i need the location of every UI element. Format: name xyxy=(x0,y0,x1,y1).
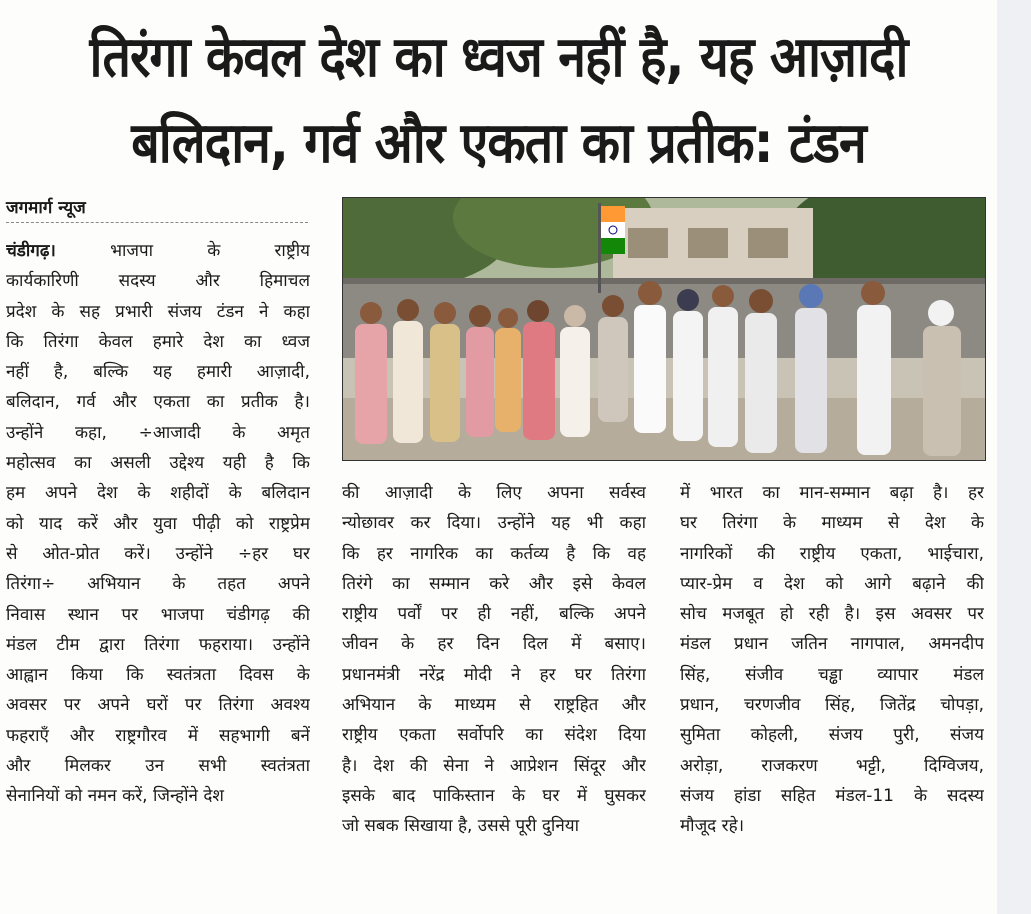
column-1-lines xyxy=(6,266,310,811)
col2-line: तिरंगे का सम्मान करे और इसे केवल xyxy=(342,573,646,594)
side-strip xyxy=(997,0,1031,914)
col3-line: प्यार-प्रेम व देश को आगे बढ़ाने की xyxy=(680,573,984,594)
col1-line: कि तिरंगा केवल हमारे देश का ध्वज xyxy=(6,331,310,352)
col1-line: कार्यकारिणी सदस्य और हिमाचल xyxy=(6,271,310,292)
col1-line: हम अपने देश के शहीदों के बलिदान xyxy=(6,483,310,504)
col2-line: इसके बाद पाकिस्तान के घर में घुसकर xyxy=(342,785,646,806)
col2-line: प्रधानमंत्री नरेंद्र मोदी ने हर घर तिरंगा xyxy=(342,664,646,685)
article-column-3 xyxy=(680,478,984,842)
col2-line: अभियान के माध्यम से राष्ट्रहित और xyxy=(342,695,646,716)
col2-line: न्योछावर कर दिया। उन्होंने यह भी कहा xyxy=(342,513,646,534)
col1-line: महोत्सव का असली उद्देश्य यही है कि xyxy=(6,453,310,474)
article-column-2 xyxy=(342,478,646,842)
col1-line: मंडल टीम द्वारा तिरंगा फहराया। उन्होंने xyxy=(6,634,310,655)
col1-line: तिरंगा÷ अभियान के तहत अपने xyxy=(6,574,310,595)
col2-line: है। देश की सेना ने आप्रेशन सिंदूर और xyxy=(342,755,646,776)
col1-line: आह्वान किया कि स्वतंत्रता दिवस के xyxy=(6,665,310,686)
col3-line: सिंह, संजीव चड्ढा व्यापार मंडल xyxy=(680,664,984,685)
column-2-lines xyxy=(342,478,646,842)
col2-line: की आज़ादी के लिए अपना सर्वस्व xyxy=(342,483,646,503)
col1-line: से ओत-प्रोत करें। उन्होंने ÷हर घर xyxy=(6,543,310,564)
column-3-lines xyxy=(680,478,984,842)
dateline-place: चंडीगढ़। xyxy=(6,241,56,261)
col1-line: सेनानियों को नमन करें, जिन्होंने देश xyxy=(6,786,224,807)
col2-line: राष्ट्रीय पर्वों पर ही नहीं, बल्कि अपने xyxy=(342,604,646,625)
col3-line: मौजूद रहे। xyxy=(680,816,745,837)
col1-line: बलिदान, गर्व और एकता का प्रतीक है। xyxy=(6,392,310,413)
byline: जगमार्ग न्यूज xyxy=(6,196,308,223)
col2-line: जो सबक सिखाया है, उससे पूरी दुनिया xyxy=(342,816,580,837)
article-column-1 xyxy=(6,236,310,812)
col1-line: नहीं है, बल्कि यह हमारी आज़ादी, xyxy=(6,362,310,383)
col1-line: अवसर पर अपने घरों पर तिरंगा अवश्य xyxy=(6,695,310,716)
col1-line: और मिलकर उन सभी स्वतंत्रता xyxy=(6,756,310,777)
col3-line: मंडल प्रधान जतिन नागपाल, अमनदीप xyxy=(680,634,984,655)
dateline-rest: भाजपा के राष्ट्रीय xyxy=(110,241,310,261)
col1-line: उन्होंने कहा, ÷आजादी के अमृत xyxy=(6,422,310,443)
headline-line-1: तिरंगा केवल देश का ध्वज नहीं है, यह आज़ादी xyxy=(89,24,908,90)
col1-line: प्रदेश के सह प्रभारी संजय टंडन ने कहा xyxy=(6,301,310,322)
col2-line: कि हर नागरिक का कर्तव्य है कि वह xyxy=(342,543,646,564)
col3-line: में भारत का मान-सम्मान बढ़ा है। हर xyxy=(680,483,984,503)
col1-line: निवास स्थान पर भाजपा चंडीगढ़ की xyxy=(6,604,310,625)
news-photo xyxy=(342,197,986,461)
col3-line: संजय हांडा सहित मंडल-11 के सदस्य xyxy=(680,785,984,806)
col1-line: को याद करें और युवा पीढ़ी को राष्ट्रप्रेम xyxy=(6,513,310,534)
col3-line: अरोड़ा, राजकरण भट्टी, दिग्विजय, xyxy=(680,755,984,776)
col2-line: जीवन के हर दिन दिल में बसाए। xyxy=(342,634,646,655)
col3-line: सोच मजबूत हो रही है। इस अवसर पर xyxy=(680,604,984,625)
col3-line: घर तिरंगा के माध्यम से देश के xyxy=(680,513,984,534)
col2-line: राष्ट्रीय एकता सर्वोपरि का संदेश दिया xyxy=(342,725,646,746)
column-1-first-line xyxy=(6,236,310,266)
col1-line: फहराएँ और राष्ट्रगौरव में सहभागी बनें xyxy=(6,725,310,746)
col3-line: सुमिता कोहली, संजय पुरी, संजय xyxy=(680,725,984,746)
col3-line: नागरिकों की राष्ट्रीय एकता, भाईचारा, xyxy=(680,543,984,564)
headline-line-2: बलिदान, गर्व और एकता का प्रतीक: टंडन xyxy=(131,110,866,176)
col3-line: प्रधान, चरणजीव सिंह, जितेंद्र चोपड़ा, xyxy=(680,695,984,716)
group-photo-illustration xyxy=(343,198,985,460)
